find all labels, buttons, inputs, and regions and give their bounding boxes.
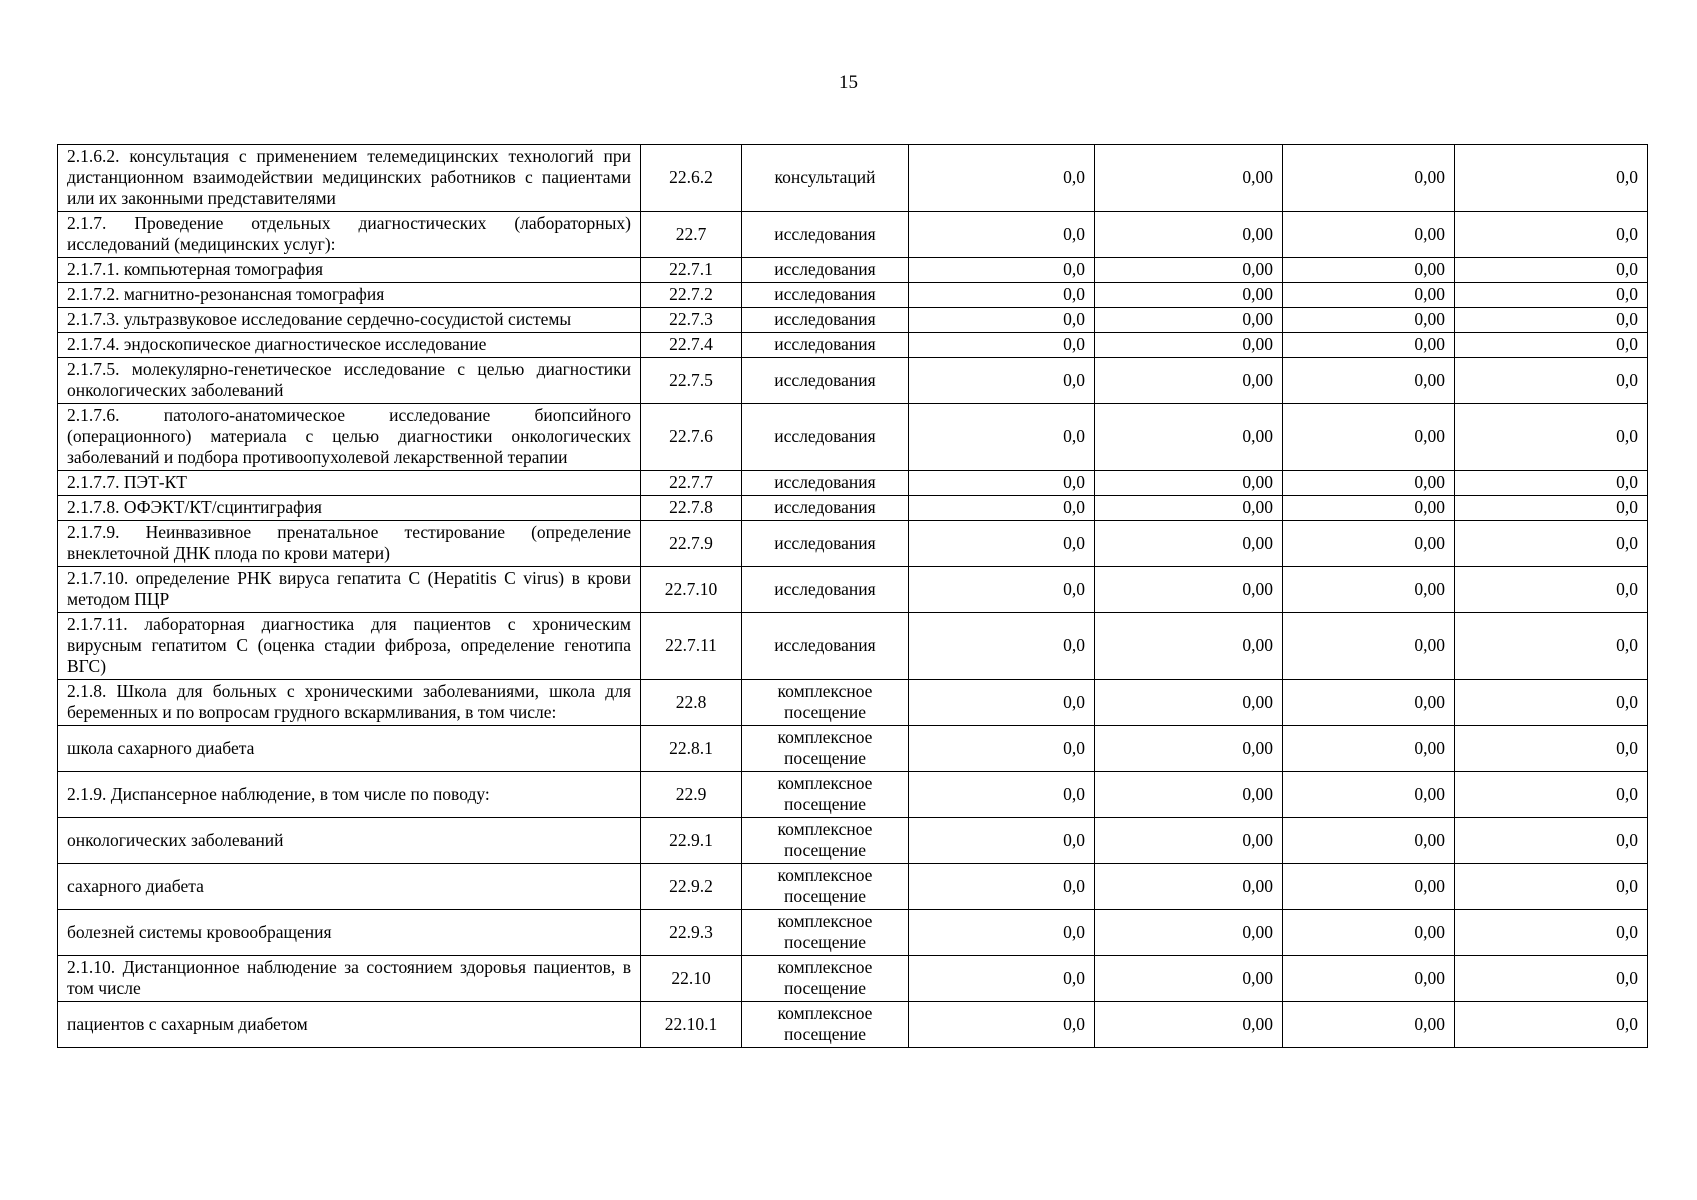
row-value2-cell: 0,00 <box>1095 145 1283 212</box>
row-unit-cell: исследования <box>742 212 909 258</box>
row-name-cell: 2.1.7.8. ОФЭКТ/КТ/сцинтиграфия <box>58 496 641 521</box>
row-value1-cell: 0,0 <box>909 613 1095 680</box>
row-unit-cell: исследования <box>742 333 909 358</box>
row-value4-cell: 0,0 <box>1455 956 1648 1002</box>
table-row <box>58 404 1648 471</box>
row-value2-cell: 0,00 <box>1095 613 1283 680</box>
table-row <box>58 567 1648 613</box>
row-value4-cell: 0,0 <box>1455 680 1648 726</box>
row-value3-cell: 0,00 <box>1283 358 1455 404</box>
row-unit-cell: исследования <box>742 471 909 496</box>
row-value2-cell: 0,00 <box>1095 471 1283 496</box>
row-value3-cell: 0,00 <box>1283 404 1455 471</box>
row-name-cell: 2.1.9. Диспансерное наблюдение, в том числе по поводу: <box>58 772 641 818</box>
row-value2-cell: 0,00 <box>1095 258 1283 283</box>
row-unit-cell: исследования <box>742 404 909 471</box>
table-row <box>58 1002 1648 1048</box>
row-code-cell: 22.9.3 <box>641 910 742 956</box>
row-unit-cell: исследования <box>742 308 909 333</box>
row-value2-cell: 0,00 <box>1095 567 1283 613</box>
table-row <box>58 864 1648 910</box>
row-unit-cell: исследования <box>742 496 909 521</box>
row-value1-cell: 0,0 <box>909 726 1095 772</box>
row-value2-cell: 0,00 <box>1095 818 1283 864</box>
row-value1-cell: 0,0 <box>909 680 1095 726</box>
row-value4-cell: 0,0 <box>1455 818 1648 864</box>
row-code-cell: 22.7.8 <box>641 496 742 521</box>
row-value4-cell: 0,0 <box>1455 333 1648 358</box>
row-code-cell: 22.7.1 <box>641 258 742 283</box>
row-value3-cell: 0,00 <box>1283 772 1455 818</box>
row-value3-cell: 0,00 <box>1283 521 1455 567</box>
table-row <box>58 212 1648 258</box>
row-unit-cell: комплексное посещение <box>742 726 909 772</box>
row-unit-cell: исследования <box>742 521 909 567</box>
row-value1-cell: 0,0 <box>909 521 1095 567</box>
row-name-cell: 2.1.7.5. молекулярно-генетическое исследование с целью диагностики онкологических заболеваний <box>58 358 641 404</box>
row-unit-cell: исследования <box>742 258 909 283</box>
row-value1-cell: 0,0 <box>909 772 1095 818</box>
row-name-cell: 2.1.7.1. компьютерная томография <box>58 258 641 283</box>
row-unit-cell: комплексное посещение <box>742 680 909 726</box>
table-row <box>58 956 1648 1002</box>
row-value3-cell: 0,00 <box>1283 818 1455 864</box>
row-name-cell: пациентов с сахарным диабетом <box>58 1002 641 1048</box>
row-value1-cell: 0,0 <box>909 404 1095 471</box>
row-name-cell: 2.1.7.10. определение РНК вируса гепатита С (Hepatitis C virus) в крови методом ПЦР <box>58 567 641 613</box>
row-unit-cell: исследования <box>742 567 909 613</box>
row-code-cell: 22.10 <box>641 956 742 1002</box>
row-value1-cell: 0,0 <box>909 496 1095 521</box>
row-value4-cell: 0,0 <box>1455 283 1648 308</box>
row-value2-cell: 0,00 <box>1095 956 1283 1002</box>
row-value4-cell: 0,0 <box>1455 496 1648 521</box>
table-row <box>58 308 1648 333</box>
page-number: 15 <box>839 72 858 93</box>
row-value3-cell: 0,00 <box>1283 283 1455 308</box>
row-name-cell: 2.1.7.7. ПЭТ-КТ <box>58 471 641 496</box>
table-row <box>58 333 1648 358</box>
row-value4-cell: 0,0 <box>1455 521 1648 567</box>
row-value1-cell: 0,0 <box>909 212 1095 258</box>
row-unit-cell: комплексное посещение <box>742 910 909 956</box>
row-value4-cell: 0,0 <box>1455 358 1648 404</box>
row-value3-cell: 0,00 <box>1283 567 1455 613</box>
row-value2-cell: 0,00 <box>1095 1002 1283 1048</box>
row-code-cell: 22.7.9 <box>641 521 742 567</box>
row-code-cell: 22.9.1 <box>641 818 742 864</box>
row-value1-cell: 0,0 <box>909 956 1095 1002</box>
row-unit-cell: исследования <box>742 283 909 308</box>
row-value2-cell: 0,00 <box>1095 680 1283 726</box>
row-value3-cell: 0,00 <box>1283 910 1455 956</box>
row-value1-cell: 0,0 <box>909 567 1095 613</box>
row-name-cell: 2.1.7.9. Неинвазивное пренатальное тестирование (определение внеклеточной ДНК плода по крови матери) <box>58 521 641 567</box>
table-row <box>58 910 1648 956</box>
row-name-cell: 2.1.6.2. консультация с применением телемедицинских технологий при дистанционном взаимодействии медицинских работников с пациентами или их законными представителями <box>58 145 641 212</box>
table-row <box>58 680 1648 726</box>
row-code-cell: 22.9 <box>641 772 742 818</box>
row-value3-cell: 0,00 <box>1283 212 1455 258</box>
row-value4-cell: 0,0 <box>1455 308 1648 333</box>
row-value3-cell: 0,00 <box>1283 308 1455 333</box>
row-value4-cell: 0,0 <box>1455 145 1648 212</box>
row-value2-cell: 0,00 <box>1095 308 1283 333</box>
row-value4-cell: 0,0 <box>1455 404 1648 471</box>
table-body <box>58 145 1648 1048</box>
table-row <box>58 521 1648 567</box>
table-row <box>58 726 1648 772</box>
row-name-cell: 2.1.7.6. патолого-анатомическое исследование биопсийного (операционного) материала с целью диагностики онкологических заболеваний и подбора противоопухолевой лекарственной терапии <box>58 404 641 471</box>
row-code-cell: 22.7.2 <box>641 283 742 308</box>
row-value3-cell: 0,00 <box>1283 726 1455 772</box>
row-unit-cell: комплексное посещение <box>742 956 909 1002</box>
row-unit-cell: исследования <box>742 358 909 404</box>
row-value2-cell: 0,00 <box>1095 726 1283 772</box>
row-value1-cell: 0,0 <box>909 283 1095 308</box>
row-name-cell: школа сахарного диабета <box>58 726 641 772</box>
row-code-cell: 22.7.6 <box>641 404 742 471</box>
row-name-cell: 2.1.7.11. лабораторная диагностика для пациентов с хроническим вирусным гепатитом С (оценка стадии фиброза, определение генотипа ВГС) <box>58 613 641 680</box>
row-value2-cell: 0,00 <box>1095 496 1283 521</box>
row-value3-cell: 0,00 <box>1283 864 1455 910</box>
row-value3-cell: 0,00 <box>1283 333 1455 358</box>
row-value2-cell: 0,00 <box>1095 333 1283 358</box>
row-name-cell: 2.1.7. Проведение отдельных диагностических (лабораторных) исследований (медицинских услуг): <box>58 212 641 258</box>
table-row <box>58 358 1648 404</box>
row-value4-cell: 0,0 <box>1455 726 1648 772</box>
row-value2-cell: 0,00 <box>1095 212 1283 258</box>
row-code-cell: 22.7.4 <box>641 333 742 358</box>
row-code-cell: 22.6.2 <box>641 145 742 212</box>
row-value4-cell: 0,0 <box>1455 471 1648 496</box>
row-value2-cell: 0,00 <box>1095 772 1283 818</box>
row-name-cell: 2.1.7.2. магнитно-резонансная томография <box>58 283 641 308</box>
row-value3-cell: 0,00 <box>1283 496 1455 521</box>
table-row <box>58 258 1648 283</box>
row-name-cell: сахарного диабета <box>58 864 641 910</box>
row-value1-cell: 0,0 <box>909 258 1095 283</box>
row-value4-cell: 0,0 <box>1455 1002 1648 1048</box>
row-name-cell: 2.1.10. Дистанционное наблюдение за состоянием здоровья пациентов, в том числе <box>58 956 641 1002</box>
table-row <box>58 145 1648 212</box>
data-table <box>57 144 1648 1048</box>
row-value3-cell: 0,00 <box>1283 1002 1455 1048</box>
row-name-cell: онкологических заболеваний <box>58 818 641 864</box>
row-name-cell: болезней системы кровообращения <box>58 910 641 956</box>
row-value4-cell: 0,0 <box>1455 910 1648 956</box>
row-value1-cell: 0,0 <box>909 1002 1095 1048</box>
row-unit-cell: консультаций <box>742 145 909 212</box>
row-code-cell: 22.8 <box>641 680 742 726</box>
table-row <box>58 613 1648 680</box>
row-code-cell: 22.7.11 <box>641 613 742 680</box>
row-value4-cell: 0,0 <box>1455 567 1648 613</box>
row-value3-cell: 0,00 <box>1283 956 1455 1002</box>
table-row <box>58 496 1648 521</box>
row-value1-cell: 0,0 <box>909 308 1095 333</box>
row-value2-cell: 0,00 <box>1095 283 1283 308</box>
row-code-cell: 22.8.1 <box>641 726 742 772</box>
row-value2-cell: 0,00 <box>1095 521 1283 567</box>
row-value4-cell: 0,0 <box>1455 212 1648 258</box>
row-code-cell: 22.7.7 <box>641 471 742 496</box>
row-unit-cell: комплексное посещение <box>742 772 909 818</box>
row-value1-cell: 0,0 <box>909 471 1095 496</box>
row-value4-cell: 0,0 <box>1455 258 1648 283</box>
row-value3-cell: 0,00 <box>1283 258 1455 283</box>
row-code-cell: 22.10.1 <box>641 1002 742 1048</box>
row-code-cell: 22.7.5 <box>641 358 742 404</box>
row-value2-cell: 0,00 <box>1095 358 1283 404</box>
row-value1-cell: 0,0 <box>909 358 1095 404</box>
row-value1-cell: 0,0 <box>909 910 1095 956</box>
table-row <box>58 283 1648 308</box>
row-unit-cell: исследования <box>742 613 909 680</box>
table-row <box>58 818 1648 864</box>
row-value3-cell: 0,00 <box>1283 613 1455 680</box>
row-value1-cell: 0,0 <box>909 864 1095 910</box>
row-value4-cell: 0,0 <box>1455 613 1648 680</box>
row-name-cell: 2.1.8. Школа для больных с хроническими заболеваниями, школа для беременных и по вопросам грудного вскармливания, в том числе: <box>58 680 641 726</box>
row-code-cell: 22.7.3 <box>641 308 742 333</box>
row-code-cell: 22.7.10 <box>641 567 742 613</box>
row-value1-cell: 0,0 <box>909 333 1095 358</box>
row-value3-cell: 0,00 <box>1283 471 1455 496</box>
row-value3-cell: 0,00 <box>1283 145 1455 212</box>
row-value4-cell: 0,0 <box>1455 772 1648 818</box>
row-value2-cell: 0,00 <box>1095 910 1283 956</box>
row-value2-cell: 0,00 <box>1095 404 1283 471</box>
row-unit-cell: комплексное посещение <box>742 1002 909 1048</box>
row-value1-cell: 0,0 <box>909 818 1095 864</box>
row-name-cell: 2.1.7.3. ультразвуковое исследование сердечно-сосудистой системы <box>58 308 641 333</box>
row-value3-cell: 0,00 <box>1283 680 1455 726</box>
row-unit-cell: комплексное посещение <box>742 818 909 864</box>
table-row <box>58 772 1648 818</box>
row-code-cell: 22.9.2 <box>641 864 742 910</box>
row-name-cell: 2.1.7.4. эндоскопическое диагностическое исследование <box>58 333 641 358</box>
row-value4-cell: 0,0 <box>1455 864 1648 910</box>
row-code-cell: 22.7 <box>641 212 742 258</box>
row-value2-cell: 0,00 <box>1095 864 1283 910</box>
row-unit-cell: комплексное посещение <box>742 864 909 910</box>
table-row <box>58 471 1648 496</box>
row-value1-cell: 0,0 <box>909 145 1095 212</box>
